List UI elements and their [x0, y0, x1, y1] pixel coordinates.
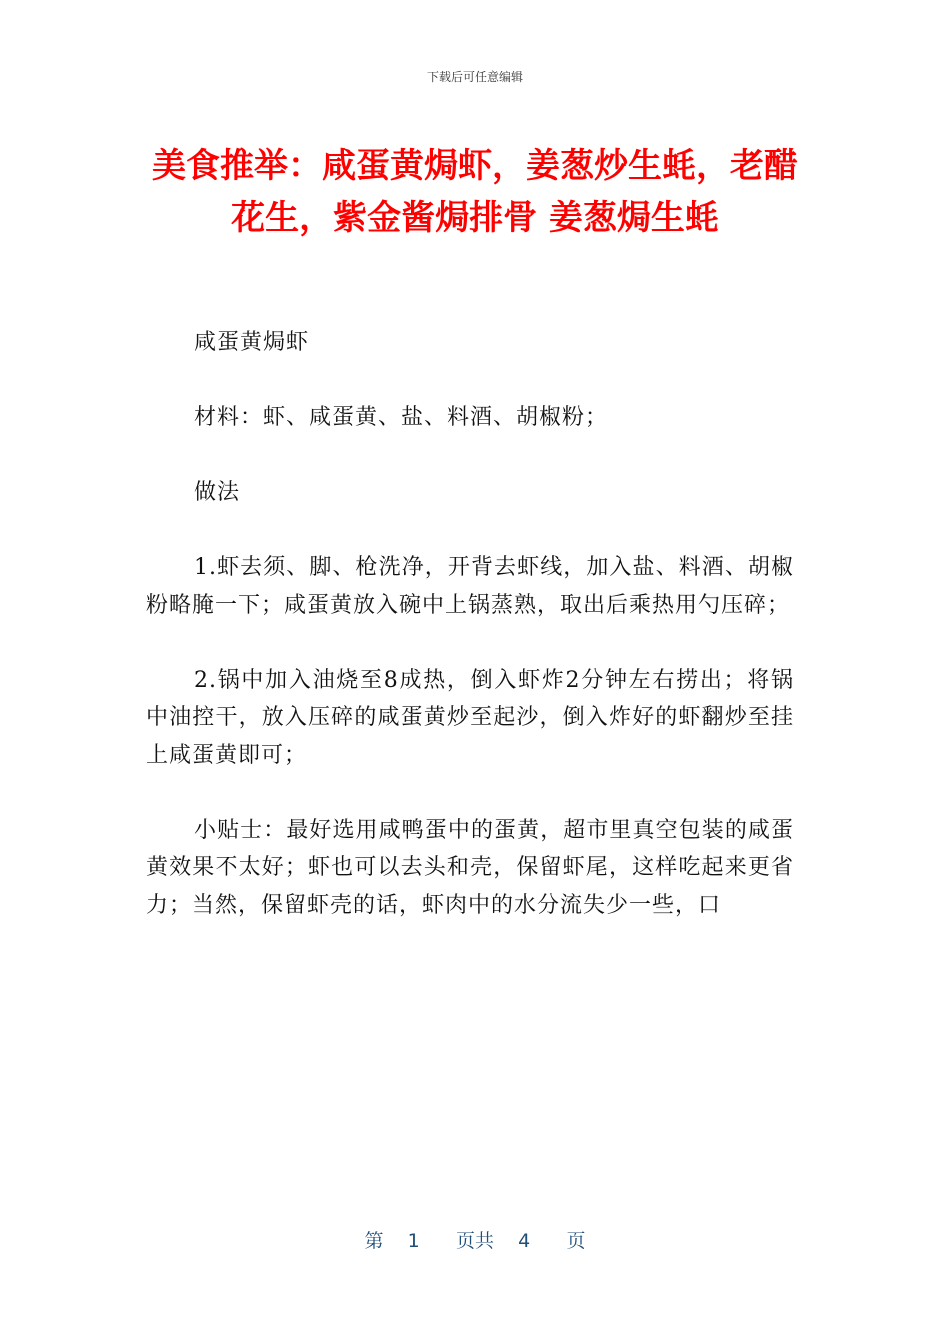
footer-page-suffix: 页	[566, 1230, 586, 1252]
tips-paragraph: 小贴士：最好选用咸鸭蛋中的蛋黄，超市里真空包装的咸蛋黄效果不太好；虾也可以去头和壳，保留虾尾，这样吃起来更省力；当然，保留虾壳的话，虾肉中的水分流失少一些，口	[146, 817, 794, 918]
section-heading: 咸蛋黄焗虾	[194, 330, 310, 355]
header-note: 下载后可任意编辑	[426, 70, 523, 84]
step-2-paragraph: 2.锅中加入油烧至8成热，倒入虾炸2分钟左右捞出；将锅中油控干，放入压碎的咸蛋黄炒至起沙，倒入炸好的虾翻炒至挂上咸蛋黄即可；	[146, 667, 794, 768]
footer-page-middle: 页共	[455, 1230, 494, 1252]
footer-page-prefix: 第	[364, 1230, 384, 1252]
step-1-paragraph: 1.虾去须、脚、枪洗净，开背去虾线，加入盐、料酒、胡椒粉略腌一下；咸蛋黄放入碗中上锅蒸熟，取出后乘热用勺压碎；	[146, 555, 794, 618]
document-body	[146, 324, 794, 962]
title-line-1: 美食推举：咸蛋黄焗虾，姜葱炒生蚝，老醋	[152, 146, 798, 186]
page-footer	[0, 1226, 950, 1253]
method-heading: 做法	[194, 480, 241, 505]
document-title	[140, 140, 810, 244]
ingredients-paragraph: 材料：虾、咸蛋黄、盐、料酒、胡椒粉；	[194, 405, 609, 430]
footer-page-number: 1	[407, 1230, 420, 1252]
footer-total-pages: 4	[518, 1230, 531, 1252]
title-line-2: 花生，紫金酱焗排骨 姜葱焗生蚝	[231, 198, 719, 238]
